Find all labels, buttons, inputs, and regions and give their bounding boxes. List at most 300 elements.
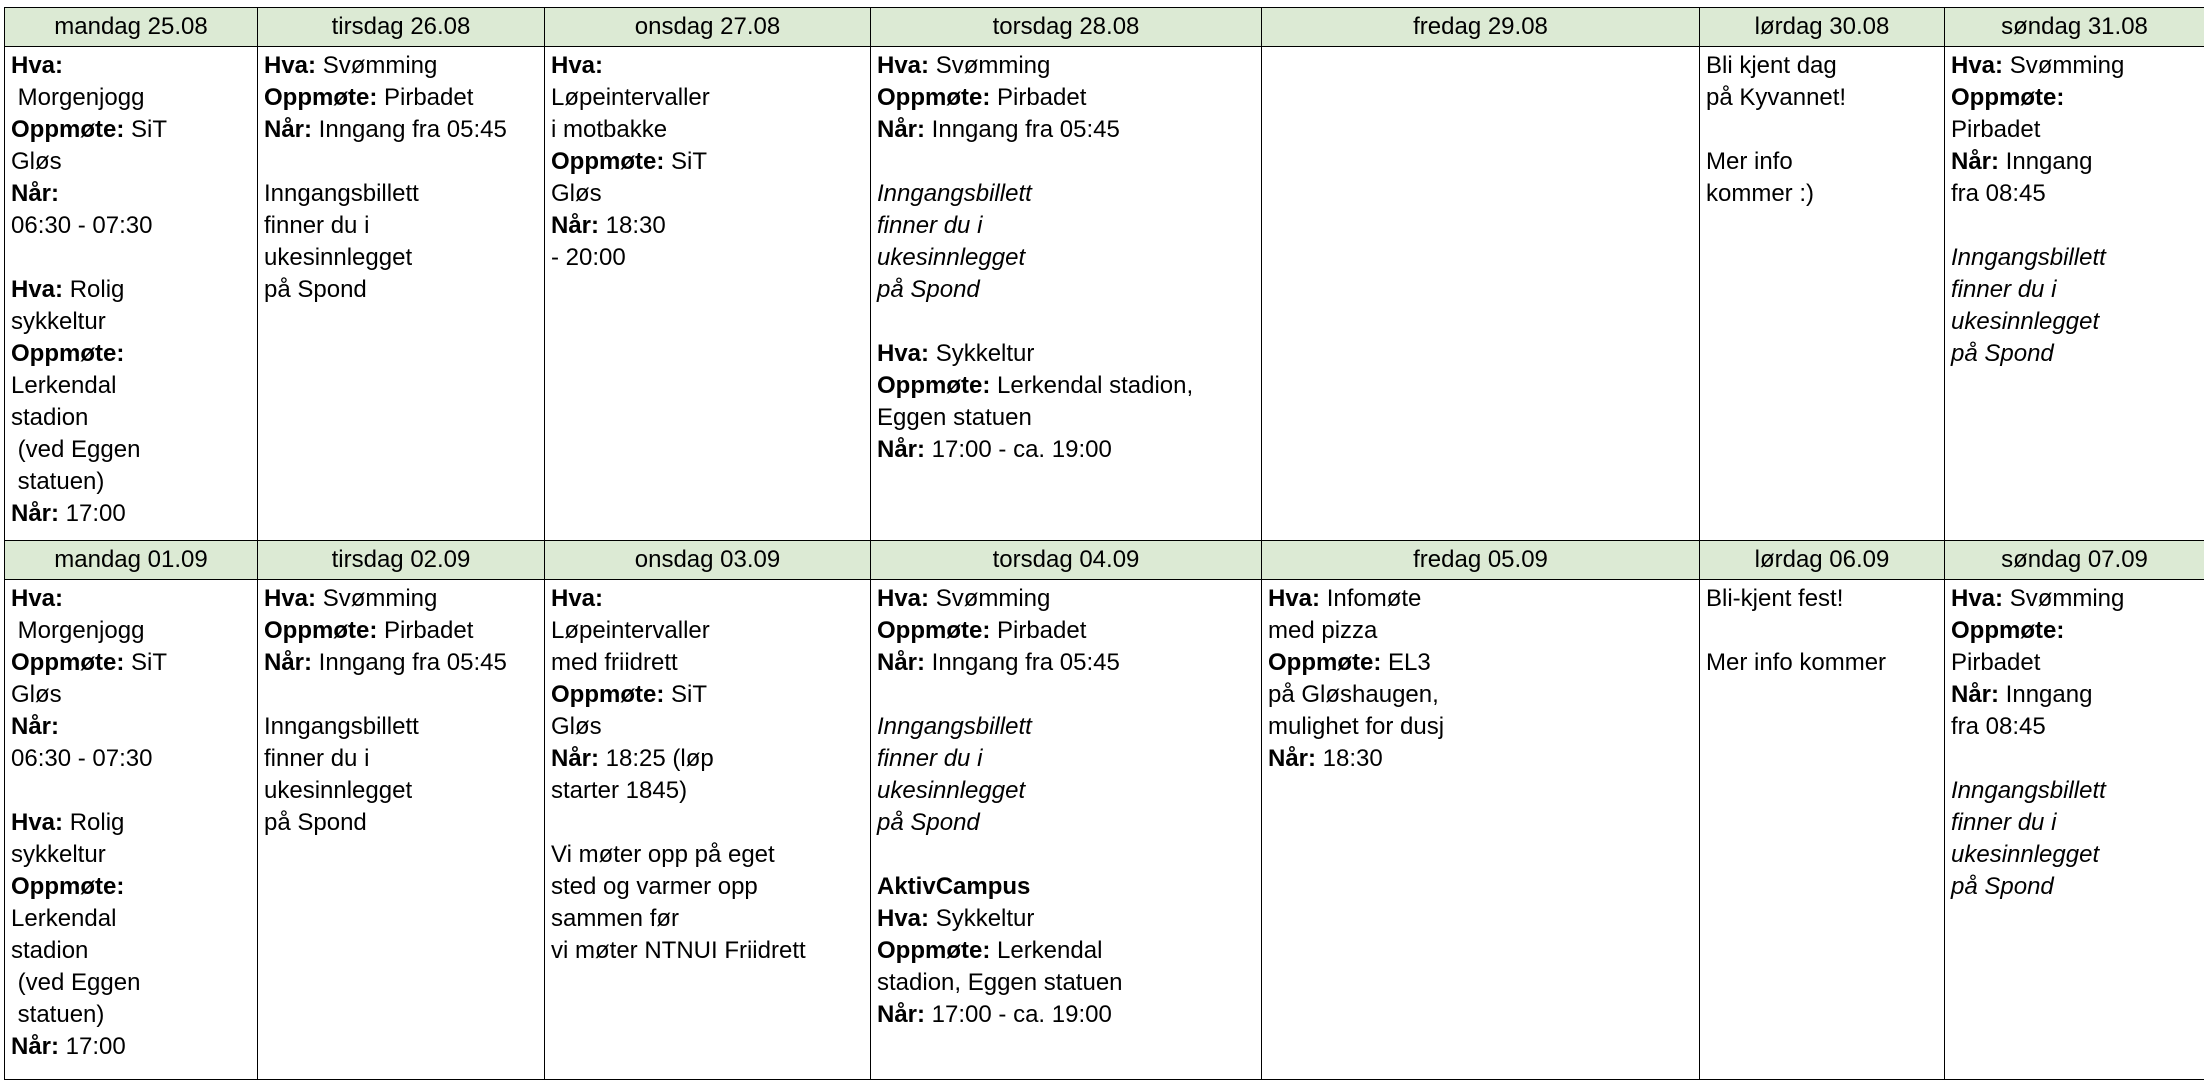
field-value: 17:00 <box>59 500 126 527</box>
field-value: Bli-kjent fest! <box>1706 585 1843 612</box>
activity-line <box>11 711 251 743</box>
field-value: stadion <box>11 937 88 964</box>
activity-line <box>1951 743 2198 775</box>
field-value: 17:00 - ca. 19:00 <box>925 436 1112 463</box>
field-label: Hva: <box>11 276 63 303</box>
field-value: Inngang fra 05:45 <box>312 116 507 143</box>
day-cell[interactable] <box>871 47 1262 541</box>
field-label: Hva: <box>877 905 929 932</box>
field-value: Morgenjogg <box>11 84 144 111</box>
activity-line <box>1268 711 1693 743</box>
activity-line <box>877 338 1255 370</box>
activity-line <box>1706 583 1938 615</box>
activity-line <box>1706 647 1938 679</box>
activity-line <box>11 647 251 679</box>
day-cell[interactable] <box>258 580 545 1080</box>
field-value: ukesinnlegget <box>264 777 412 804</box>
activity-line <box>11 50 251 82</box>
activity-line <box>264 775 538 807</box>
field-value: Pirbadet <box>990 617 1086 644</box>
field-value: 18:30 <box>1316 745 1383 772</box>
activity-line <box>11 583 251 615</box>
activity-line <box>877 82 1255 114</box>
field-value: Pirbadet <box>377 84 473 111</box>
field-value: Inngang <box>1999 148 2092 175</box>
field-label: Oppmøte: <box>1268 649 1381 676</box>
field-value: Morgenjogg <box>11 617 144 644</box>
activity-line <box>551 775 864 807</box>
field-value: stadion, Eggen statuen <box>877 969 1123 996</box>
activity-line <box>551 711 864 743</box>
day-header[interactable]: onsdag 03.09 <box>545 541 871 580</box>
activity-line <box>11 178 251 210</box>
activity-line <box>11 743 251 775</box>
field-value: Mer info kommer <box>1706 649 1886 676</box>
day-header[interactable]: lørdag 06.09 <box>1700 541 1945 580</box>
day-header[interactable]: torsdag 04.09 <box>871 541 1262 580</box>
activity-line <box>877 743 1255 775</box>
activity-line <box>1951 274 2198 306</box>
week-header-row <box>5 541 2204 580</box>
activity-line <box>1951 210 2198 242</box>
activity-line <box>877 434 1255 466</box>
activity-line <box>551 903 864 935</box>
activity-line <box>1951 82 2198 114</box>
activity-line <box>11 82 251 114</box>
field-value: EL3 <box>1381 649 1430 676</box>
field-value: Pirbadet <box>990 84 1086 111</box>
activity-line <box>11 967 251 999</box>
field-label: Oppmøte: <box>877 372 990 399</box>
activity-line <box>551 871 864 903</box>
field-label: Hva: <box>551 585 603 612</box>
field-label: Når: <box>11 1033 59 1060</box>
field-value: SiT <box>664 148 707 175</box>
field-value: Gløs <box>551 713 602 740</box>
field-value: Gløs <box>551 180 602 207</box>
field-label: Når: <box>1951 681 1999 708</box>
day-cell[interactable] <box>5 47 258 541</box>
activity-line <box>11 274 251 306</box>
field-value: finner du i <box>264 212 369 239</box>
field-value: Løpeintervaller <box>551 617 710 644</box>
activity-line <box>11 935 251 967</box>
field-value: Svømming <box>929 585 1050 612</box>
activity-line <box>1951 615 2198 647</box>
activity-line <box>11 434 251 466</box>
field-label: Når: <box>877 436 925 463</box>
activity-line <box>1951 871 2198 903</box>
activity-line <box>551 679 864 711</box>
activity-line <box>1951 807 2198 839</box>
field-value: statuen) <box>11 468 104 495</box>
activity-line <box>264 743 538 775</box>
field-label: AktivCampus <box>877 873 1030 900</box>
activity-line <box>11 807 251 839</box>
field-value: 18:30 <box>599 212 666 239</box>
activity-line <box>551 242 864 274</box>
field-value: med friidrett <box>551 649 678 676</box>
field-label: Oppmøte: <box>551 148 664 175</box>
field-label: Når: <box>877 1001 925 1028</box>
activity-line <box>1951 306 2198 338</box>
field-value: sted og varmer opp <box>551 873 758 900</box>
week-header-row <box>5 8 2204 47</box>
field-value: på Spond <box>264 276 367 303</box>
activity-line <box>1951 50 2198 82</box>
activity-line <box>551 615 864 647</box>
field-value: finner du i <box>1951 809 2056 836</box>
activity-line <box>1951 178 2198 210</box>
field-value: (ved Eggen <box>11 969 140 996</box>
field-label: Oppmøte: <box>877 937 990 964</box>
field-value: Inngangsbillett <box>264 180 419 207</box>
field-value: ukesinnlegget <box>264 244 412 271</box>
field-label: Når: <box>11 500 59 527</box>
field-value: Inngang fra 05:45 <box>312 649 507 676</box>
activity-line <box>1268 583 1693 615</box>
field-value: - 20:00 <box>551 244 626 271</box>
activity-line <box>1951 338 2198 370</box>
field-label: Når: <box>11 180 59 207</box>
field-value: Inngang <box>1999 681 2092 708</box>
activity-line <box>877 274 1255 306</box>
field-value: finner du i <box>264 745 369 772</box>
activity-line <box>1268 647 1693 679</box>
field-value: på Spond <box>264 809 367 836</box>
field-value: på Spond <box>1951 873 2054 900</box>
activity-line <box>877 402 1255 434</box>
field-value: finner du i <box>877 212 982 239</box>
day-cell[interactable] <box>1700 47 1945 541</box>
activity-line <box>1951 242 2198 274</box>
activity-line <box>264 615 538 647</box>
activity-line <box>11 466 251 498</box>
activity-line <box>11 903 251 935</box>
day-cell[interactable] <box>545 580 871 1080</box>
field-label: Oppmøte: <box>877 617 990 644</box>
activity-line <box>877 210 1255 242</box>
field-value: 18:25 (løp <box>599 745 714 772</box>
field-label: Når: <box>1951 148 1999 175</box>
day-header[interactable]: søndag 31.08 <box>1945 8 2204 47</box>
activity-line <box>877 306 1255 338</box>
activity-line <box>1268 679 1693 711</box>
field-label: Oppmøte: <box>11 873 124 900</box>
field-value: Vi møter opp på eget <box>551 841 775 868</box>
activity-line <box>1706 146 1938 178</box>
field-value: på Spond <box>877 276 980 303</box>
activity-line <box>877 114 1255 146</box>
field-value: SiT <box>664 681 707 708</box>
field-value: ukesinnlegget <box>877 244 1025 271</box>
activity-line <box>1951 839 2198 871</box>
field-value: (ved Eggen <box>11 436 140 463</box>
field-label: Når: <box>551 745 599 772</box>
day-header[interactable]: tirsdag 26.08 <box>258 8 545 47</box>
activity-line <box>877 807 1255 839</box>
field-label: Når: <box>264 649 312 676</box>
day-header[interactable]: mandag 01.09 <box>5 541 258 580</box>
field-label: Oppmøte: <box>11 116 124 143</box>
field-value: Lerkendal <box>11 372 116 399</box>
day-header[interactable]: torsdag 28.08 <box>871 8 1262 47</box>
activity-line <box>877 903 1255 935</box>
field-label: Oppmøte: <box>1951 84 2064 111</box>
activity-line <box>11 114 251 146</box>
field-value: Svømming <box>929 52 1050 79</box>
day-header[interactable]: lørdag 30.08 <box>1700 8 1945 47</box>
field-value: på Kyvannet! <box>1706 84 1846 111</box>
field-value: Inngangsbillett <box>877 713 1032 740</box>
activity-line <box>264 82 538 114</box>
activity-line <box>551 146 864 178</box>
field-label: Hva: <box>11 809 63 836</box>
activity-line <box>1951 711 2198 743</box>
activity-line <box>264 647 538 679</box>
activity-line <box>877 839 1255 871</box>
activity-line <box>264 583 538 615</box>
activity-line <box>1951 679 2198 711</box>
field-value: Inngangsbillett <box>1951 244 2106 271</box>
day-cell[interactable] <box>1262 47 1700 541</box>
field-value: Inngangsbillett <box>1951 777 2106 804</box>
field-label: Hva: <box>11 585 63 612</box>
activity-line <box>551 647 864 679</box>
activity-line <box>264 679 538 711</box>
field-label: Oppmøte: <box>551 681 664 708</box>
field-value: sykkeltur <box>11 841 106 868</box>
field-label: Oppmøte: <box>11 649 124 676</box>
field-label: Oppmøte: <box>11 340 124 367</box>
field-value: på Spond <box>877 809 980 836</box>
field-value: Lerkendal <box>11 905 116 932</box>
activity-line <box>11 999 251 1031</box>
day-header[interactable]: mandag 25.08 <box>5 8 258 47</box>
field-label: Hva: <box>877 52 929 79</box>
activity-line <box>877 615 1255 647</box>
field-value: fra 08:45 <box>1951 180 2046 207</box>
day-cell[interactable] <box>545 47 871 541</box>
field-value: Gløs <box>11 148 62 175</box>
activity-line <box>264 50 538 82</box>
activity-line <box>11 679 251 711</box>
field-label: Hva: <box>877 340 929 367</box>
day-cell[interactable] <box>1262 580 1700 1080</box>
field-value: mulighet for dusj <box>1268 713 1444 740</box>
activity-line <box>551 839 864 871</box>
field-value: kommer :) <box>1706 180 1814 207</box>
activity-line <box>877 583 1255 615</box>
field-value: finner du i <box>1951 276 2056 303</box>
field-value: Inngangsbillett <box>264 713 419 740</box>
activity-line <box>11 210 251 242</box>
activity-line <box>1951 114 2198 146</box>
activity-line <box>1706 615 1938 647</box>
field-label: Hva: <box>551 52 603 79</box>
field-value: SiT <box>124 116 167 143</box>
activity-line <box>264 242 538 274</box>
field-value: statuen) <box>11 1001 104 1028</box>
activity-line <box>551 210 864 242</box>
schedule-table <box>4 7 2204 1080</box>
field-value: Gløs <box>11 681 62 708</box>
field-value: sykkeltur <box>11 308 106 335</box>
field-value: Inngang fra 05:45 <box>925 649 1120 676</box>
field-value: på Spond <box>1951 340 2054 367</box>
field-label: Når: <box>877 649 925 676</box>
field-value: Rolig <box>63 276 124 303</box>
field-label: Når: <box>264 116 312 143</box>
activity-line <box>877 775 1255 807</box>
field-label: Hva: <box>1268 585 1320 612</box>
field-value: fra 08:45 <box>1951 713 2046 740</box>
activity-line <box>11 871 251 903</box>
activity-line <box>1951 647 2198 679</box>
field-value: Svømming <box>316 585 437 612</box>
field-value: Svømming <box>316 52 437 79</box>
day-cell[interactable] <box>5 580 258 1080</box>
activity-line <box>11 370 251 402</box>
activity-line <box>877 370 1255 402</box>
activity-line <box>877 146 1255 178</box>
field-value: Pirbadet <box>377 617 473 644</box>
activity-line <box>877 711 1255 743</box>
activity-line <box>1951 775 2198 807</box>
field-value: i motbakke <box>551 116 667 143</box>
field-value: Svømming <box>2003 585 2124 612</box>
field-value: 06:30 - 07:30 <box>11 745 152 772</box>
field-value: Eggen statuen <box>877 404 1032 431</box>
activity-line <box>551 743 864 775</box>
field-value: ukesinnlegget <box>877 777 1025 804</box>
activity-line <box>11 839 251 871</box>
day-cell[interactable] <box>258 47 545 541</box>
field-value: Infomøte <box>1320 585 1421 612</box>
field-label: Hva: <box>11 52 63 79</box>
activity-line <box>877 967 1255 999</box>
field-label: Hva: <box>1951 52 2003 79</box>
field-value: Mer info <box>1706 148 1793 175</box>
field-value: Bli kjent dag <box>1706 52 1837 79</box>
activity-line <box>551 583 864 615</box>
field-label: Oppmøte: <box>1951 617 2064 644</box>
field-value: sammen før <box>551 905 679 932</box>
activity-line <box>11 498 251 530</box>
field-label: Oppmøte: <box>877 84 990 111</box>
activity-line <box>877 679 1255 711</box>
activity-line <box>264 274 538 306</box>
field-value: Pirbadet <box>1951 649 2040 676</box>
field-label: Hva: <box>264 585 316 612</box>
activity-line <box>551 178 864 210</box>
activity-line <box>1706 178 1938 210</box>
activity-line <box>264 711 538 743</box>
activity-line <box>877 647 1255 679</box>
activity-line <box>11 146 251 178</box>
day-cell[interactable] <box>1945 47 2204 541</box>
activity-line <box>264 210 538 242</box>
field-value: starter 1845) <box>551 777 687 804</box>
activity-line <box>877 242 1255 274</box>
day-header[interactable]: søndag 07.09 <box>1945 541 2204 580</box>
activity-line <box>551 807 864 839</box>
day-header[interactable]: onsdag 27.08 <box>545 8 871 47</box>
field-value: Svømming <box>2003 52 2124 79</box>
activity-line <box>877 871 1255 903</box>
field-value: ukesinnlegget <box>1951 308 2099 335</box>
activity-line <box>11 775 251 807</box>
activity-line <box>551 114 864 146</box>
field-label: Når: <box>11 713 59 740</box>
day-header[interactable]: fredag 05.09 <box>1262 541 1700 580</box>
field-value: Lerkendal stadion, <box>990 372 1193 399</box>
field-value: finner du i <box>877 745 982 772</box>
activity-line <box>877 999 1255 1031</box>
day-cell[interactable] <box>1945 580 2204 1080</box>
activity-line <box>1706 114 1938 146</box>
field-label: Hva: <box>264 52 316 79</box>
activity-line <box>877 935 1255 967</box>
activity-line <box>11 1031 251 1063</box>
day-cell[interactable] <box>871 580 1262 1080</box>
field-value: Sykkeltur <box>929 905 1034 932</box>
week-activities-row <box>5 47 2204 541</box>
day-header[interactable]: fredag 29.08 <box>1262 8 1700 47</box>
field-value: Lerkendal <box>990 937 1102 964</box>
activity-line <box>264 178 538 210</box>
activity-line <box>11 402 251 434</box>
activity-line <box>11 242 251 274</box>
field-label: Oppmøte: <box>264 84 377 111</box>
field-value: 17:00 <box>59 1033 126 1060</box>
field-value: Inngangsbillett <box>877 180 1032 207</box>
field-value: Pirbadet <box>1951 116 2040 143</box>
schedule-body <box>5 8 2204 1080</box>
field-value: stadion <box>11 404 88 431</box>
field-label: Hva: <box>877 585 929 612</box>
activity-line <box>551 935 864 967</box>
day-cell[interactable] <box>1700 580 1945 1080</box>
activity-line <box>1268 743 1693 775</box>
activity-line <box>551 82 864 114</box>
field-label: Når: <box>1268 745 1316 772</box>
activity-line <box>551 50 864 82</box>
activity-line <box>1706 82 1938 114</box>
field-value: vi møter NTNUI Friidrett <box>551 937 806 964</box>
activity-line <box>1706 50 1938 82</box>
activity-line <box>1268 615 1693 647</box>
field-value: på Gløshaugen, <box>1268 681 1439 708</box>
day-header[interactable]: tirsdag 02.09 <box>258 541 545 580</box>
field-value: Rolig <box>63 809 124 836</box>
field-value: med pizza <box>1268 617 1377 644</box>
activity-line <box>877 178 1255 210</box>
activity-line <box>264 114 538 146</box>
activity-line <box>11 338 251 370</box>
activity-line <box>264 146 538 178</box>
activity-line <box>11 306 251 338</box>
field-label: Oppmøte: <box>264 617 377 644</box>
activity-line <box>877 50 1255 82</box>
field-value: 06:30 - 07:30 <box>11 212 152 239</box>
field-label: Når: <box>877 116 925 143</box>
field-label: Når: <box>551 212 599 239</box>
activity-line <box>1951 146 2198 178</box>
activity-line <box>1951 583 2198 615</box>
activity-line <box>11 615 251 647</box>
field-value: ukesinnlegget <box>1951 841 2099 868</box>
